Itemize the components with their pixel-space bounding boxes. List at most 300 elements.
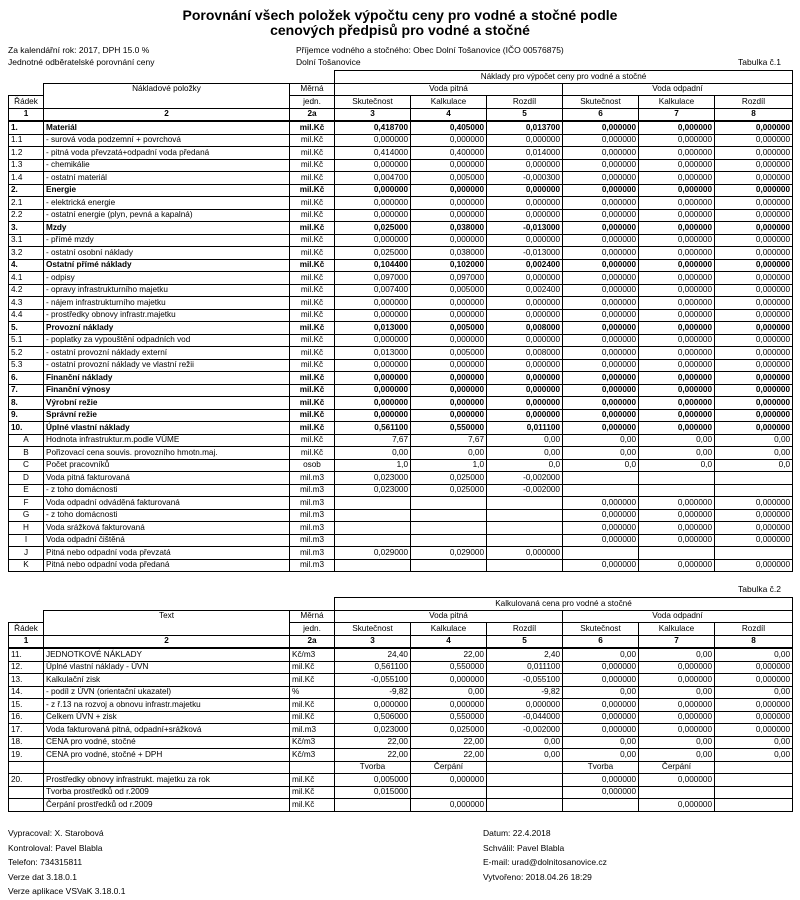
value-cell (563, 484, 639, 497)
column-number: 5 (487, 108, 563, 121)
footer-left (8, 826, 126, 899)
value-cell: 0,000000 (563, 384, 639, 397)
value-cell: 0,000000 (563, 522, 639, 535)
value-cell: 0,000000 (563, 559, 639, 572)
value-cell: 0,000000 (335, 409, 411, 422)
value-cell: 0,005000 (411, 347, 487, 360)
table-row (9, 409, 793, 422)
value-cell: 0,000000 (715, 147, 793, 160)
value-cell: 0,000000 (487, 184, 563, 197)
row-label: Pořizovací cena souvis. provozního hmotn.maj. (44, 447, 290, 460)
value-cell: 0,000000 (411, 309, 487, 322)
table-row (9, 272, 793, 285)
value-cell: 0,000000 (563, 334, 639, 347)
value-cell: 0,000000 (487, 134, 563, 147)
value-cell: 0,000000 (411, 159, 487, 172)
fund-creation-header: Tvorba (335, 761, 411, 774)
table-row (9, 711, 793, 724)
row-unit: mil.m3 (290, 472, 335, 485)
value-cell: 0,000000 (639, 509, 715, 522)
value-cell: 0,000000 (639, 197, 715, 210)
row-unit: mil.Kč (290, 272, 335, 285)
value-cell (715, 472, 793, 485)
value-cell: 0,000000 (639, 661, 715, 674)
value-cell: 0,000000 (411, 197, 487, 210)
row-code: 15. (9, 699, 44, 712)
fund-creation-header: Tvorba (563, 761, 639, 774)
value-cell: 0,000000 (487, 234, 563, 247)
value-cell: 0,000000 (411, 184, 487, 197)
value-cell: 0,000000 (487, 334, 563, 347)
group-pitna: Voda pitná (335, 610, 563, 623)
row-unit: mil.Kč (290, 159, 335, 172)
value-cell: 0,000000 (563, 222, 639, 235)
value-cell: 0,000000 (335, 234, 411, 247)
value-cell: 0,000000 (411, 799, 487, 812)
row-label: Voda odpadní čištěná (44, 534, 290, 547)
row-code: I (9, 534, 44, 547)
value-cell: 0,000000 (335, 372, 411, 385)
value-cell (715, 484, 793, 497)
table1-label: Tabulka č.1 (738, 57, 781, 67)
value-cell: 0,000000 (563, 724, 639, 737)
col-unit: Měrná (290, 610, 335, 623)
subheader-7: Kalkulace (639, 96, 715, 109)
empty-cell (563, 799, 639, 812)
row-unit: mil.Kč (290, 334, 335, 347)
row-label: Celkem ÚVN + zisk (44, 711, 290, 724)
row-label: Výrobní režie (44, 397, 290, 410)
value-cell: 0,005000 (411, 322, 487, 335)
row-label: Voda odpadní odváděná fakturovaná (44, 497, 290, 510)
row-unit: mil.m3 (290, 547, 335, 560)
value-cell: -0,002000 (487, 472, 563, 485)
value-cell: 0,000000 (411, 397, 487, 410)
footer-email: E-mail: urad@dolnitosanovice.cz (483, 857, 607, 867)
row-unit: mil.m3 (290, 559, 335, 572)
value-cell: 0,000000 (715, 422, 793, 435)
value-cell (487, 497, 563, 510)
row-unit: mil.m3 (290, 534, 335, 547)
row-unit: mil.m3 (290, 497, 335, 510)
empty-cell (487, 799, 563, 812)
row-code: 1.1 (9, 134, 44, 147)
row-code: 18. (9, 736, 44, 749)
row-label: - z toho domácnosti (44, 509, 290, 522)
value-cell: -0,044000 (487, 711, 563, 724)
group-odpadni: Voda odpadní (563, 83, 793, 96)
value-cell: 0,000000 (715, 234, 793, 247)
value-cell: 0,008000 (487, 347, 563, 360)
value-cell: 0,000000 (563, 786, 639, 799)
row-code: G (9, 509, 44, 522)
value-cell: 0,000000 (335, 397, 411, 410)
value-cell: 0,00 (563, 648, 639, 661)
value-cell: 0,561100 (335, 422, 411, 435)
row-code: 4.3 (9, 297, 44, 310)
empty-cell (715, 799, 793, 812)
value-cell: 0,013700 (487, 121, 563, 134)
value-cell: 0,000000 (563, 121, 639, 134)
row-label: Tvorba prostředků od r.2009 (44, 786, 290, 799)
column-number: 1 (9, 635, 44, 648)
value-cell: 0,000000 (639, 121, 715, 134)
value-cell: 0,000000 (563, 272, 639, 285)
row-unit: mil.Kč (290, 322, 335, 335)
value-cell: 0,000000 (487, 209, 563, 222)
value-cell: 0,013000 (335, 347, 411, 360)
year-info: Za kalendářní rok: 2017, DPH 15.0 % (8, 45, 150, 55)
table-row (9, 497, 793, 510)
row-label: Provozní náklady (44, 322, 290, 335)
value-cell: 0,000000 (715, 699, 793, 712)
value-cell: 7,67 (411, 434, 487, 447)
row-unit: mil.Kč (290, 184, 335, 197)
empty-cell (639, 786, 715, 799)
subheader-8: Rozdíl (715, 96, 793, 109)
value-cell: 0,000000 (563, 397, 639, 410)
value-cell: 0,000000 (639, 247, 715, 260)
row-code: 1. (9, 121, 44, 134)
row-code: D (9, 472, 44, 485)
value-cell: 0,000000 (715, 159, 793, 172)
value-cell (487, 509, 563, 522)
value-cell: 0,000000 (715, 121, 793, 134)
table-row (9, 247, 793, 260)
value-cell: -9,82 (487, 686, 563, 699)
value-cell: 0,000000 (411, 234, 487, 247)
row-label: Finanční výnosy (44, 384, 290, 397)
value-cell (639, 472, 715, 485)
table-row (9, 347, 793, 360)
row-unit: mil.Kč (290, 372, 335, 385)
footer-created: Vytvořeno: 2018.04.26 18:29 (483, 871, 592, 882)
row-code: J (9, 547, 44, 560)
value-cell: 0,00 (563, 447, 639, 460)
value-cell: 0,000000 (487, 699, 563, 712)
value-cell: 0,000000 (335, 197, 411, 210)
value-cell: 0,000000 (411, 409, 487, 422)
value-cell: 0,00 (639, 648, 715, 661)
table-row (9, 384, 793, 397)
row-code: 17. (9, 724, 44, 737)
value-cell: 0,000000 (563, 284, 639, 297)
value-cell: 0,000000 (639, 774, 715, 787)
value-cell: 0,000000 (411, 134, 487, 147)
row-code: 20. (9, 774, 44, 787)
row-label: CENA pro vodné, stočné (44, 736, 290, 749)
row-unit: mil.Kč (290, 359, 335, 372)
table-row (9, 699, 793, 712)
table-row (9, 484, 793, 497)
value-cell: 0,000000 (639, 372, 715, 385)
row-label: CENA pro vodné, stočné + DPH (44, 749, 290, 762)
value-cell: 0,000000 (563, 197, 639, 210)
value-cell: 0,002400 (487, 259, 563, 272)
row-code: 2.1 (9, 197, 44, 210)
subheader-4: Kalkulace (411, 96, 487, 109)
row-code: 5.2 (9, 347, 44, 360)
fund-use-header: Čerpání (639, 761, 715, 774)
value-cell: 0,400000 (411, 147, 487, 160)
row-code: 5.3 (9, 359, 44, 372)
value-cell: 0,000000 (715, 297, 793, 310)
row-unit: mil.Kč (290, 147, 335, 160)
cost-table (8, 70, 793, 572)
value-cell: 0,000000 (487, 297, 563, 310)
value-cell: 0,00 (487, 447, 563, 460)
row-code: 1.4 (9, 172, 44, 185)
row-label: Správní režie (44, 409, 290, 422)
value-cell: 0,00 (563, 686, 639, 699)
value-cell: 2,40 (487, 648, 563, 661)
col-row: Řádek (9, 623, 44, 636)
value-cell: 0,000000 (715, 711, 793, 724)
value-cell: 0,000000 (563, 409, 639, 422)
value-cell: 0,029000 (411, 547, 487, 560)
value-cell: 0,00 (715, 749, 793, 762)
value-cell: 0,000000 (715, 359, 793, 372)
municipality: Dolní Tošanovice (296, 57, 361, 67)
col-unit-2: jedn. (290, 96, 335, 109)
row-code: 13. (9, 674, 44, 687)
row-label: Mzdy (44, 222, 290, 235)
row-label: - ostatní provozní náklady ve vlastní režii (44, 359, 290, 372)
value-cell: 0,102000 (411, 259, 487, 272)
value-cell (411, 497, 487, 510)
column-number: 8 (715, 635, 793, 648)
value-cell: 0,000000 (487, 547, 563, 560)
value-cell: 0,000000 (639, 272, 715, 285)
value-cell: 0,000000 (487, 272, 563, 285)
row-unit: mil.m3 (290, 509, 335, 522)
value-cell: 0,000000 (411, 699, 487, 712)
table-row (9, 736, 793, 749)
value-cell: 0,00 (563, 749, 639, 762)
row-label: - nájem infrastrukturního majetku (44, 297, 290, 310)
value-cell: 0,000000 (563, 172, 639, 185)
table-row (9, 559, 793, 572)
table-row (9, 259, 793, 272)
value-cell: 0,0 (487, 459, 563, 472)
value-cell: 0,025000 (335, 222, 411, 235)
value-cell: 0,000000 (639, 322, 715, 335)
table-row (9, 786, 793, 799)
value-cell: 0,418700 (335, 121, 411, 134)
col-unit-2: jedn. (290, 623, 335, 636)
value-cell: 0,00 (715, 686, 793, 699)
row-unit: mil.Kč (290, 447, 335, 460)
value-cell (411, 559, 487, 572)
value-cell: 0,000000 (563, 372, 639, 385)
title-line-1: Porovnání všech položek výpočtu ceny pro vodné a stočné podle (182, 7, 618, 23)
value-cell (411, 522, 487, 535)
value-cell: 0,000000 (411, 774, 487, 787)
table-row (9, 121, 793, 134)
footer-date: Datum: 22.4.2018 (483, 828, 551, 838)
row-code (9, 799, 44, 812)
row-label: Úplné vlastní náklady (44, 422, 290, 435)
value-cell: 0,00 (411, 447, 487, 460)
value-cell: 0,550000 (411, 711, 487, 724)
value-cell: 0,000000 (411, 384, 487, 397)
empty-cell (44, 761, 290, 774)
value-cell (411, 509, 487, 522)
value-cell (487, 522, 563, 535)
fund-header-row (9, 761, 793, 774)
value-cell: 0,00 (487, 736, 563, 749)
row-unit: mil.Kč (290, 661, 335, 674)
value-cell: 0,00 (715, 648, 793, 661)
value-cell: 0,000000 (715, 247, 793, 260)
value-cell: 0,000000 (639, 297, 715, 310)
row-unit: mil.Kč (290, 699, 335, 712)
value-cell: 0,097000 (335, 272, 411, 285)
value-cell: 0,000000 (639, 134, 715, 147)
value-cell: -0,013000 (487, 222, 563, 235)
value-cell: 0,000000 (335, 159, 411, 172)
row-code: 4.4 (9, 309, 44, 322)
row-code: 2.2 (9, 209, 44, 222)
row-label: - chemikálie (44, 159, 290, 172)
value-cell: 0,000000 (639, 409, 715, 422)
value-cell: 0,00 (639, 434, 715, 447)
row-unit: osob (290, 459, 335, 472)
table-row (9, 534, 793, 547)
row-label: Počet pracovníků (44, 459, 290, 472)
row-unit: mil.Kč (290, 121, 335, 134)
value-cell: 0,00 (639, 749, 715, 762)
value-cell (639, 547, 715, 560)
row-code: 4. (9, 259, 44, 272)
value-cell (563, 472, 639, 485)
value-cell: 0,007400 (335, 284, 411, 297)
value-cell: 0,000000 (563, 322, 639, 335)
value-cell: 0,005000 (335, 774, 411, 787)
subheader-3: Skutečnost (335, 623, 411, 636)
row-label: - ostatní provozní náklady externí (44, 347, 290, 360)
row-code: B (9, 447, 44, 460)
table-row (9, 197, 793, 210)
row-label: Finanční náklady (44, 372, 290, 385)
value-cell: 0,000000 (639, 534, 715, 547)
row-code: 3.1 (9, 234, 44, 247)
value-cell: 0,00 (487, 434, 563, 447)
row-code: 10. (9, 422, 44, 435)
subheader-4: Kalkulace (411, 623, 487, 636)
value-cell: 0,000000 (715, 309, 793, 322)
column-number: 6 (563, 635, 639, 648)
table2-header: Kalkulovaná cena pro vodné a stočné (335, 598, 793, 611)
value-cell: 0,000000 (639, 359, 715, 372)
value-cell: 0,000000 (639, 284, 715, 297)
value-cell: 0,000000 (639, 711, 715, 724)
row-code: 19. (9, 749, 44, 762)
table-row (9, 459, 793, 472)
value-cell: 0,000000 (563, 534, 639, 547)
value-cell: 0,000000 (563, 159, 639, 172)
value-cell: 0,000000 (563, 422, 639, 435)
value-cell: 0,000000 (563, 184, 639, 197)
table-row (9, 209, 793, 222)
column-number: 7 (639, 635, 715, 648)
group-pitna: Voda pitná (335, 83, 563, 96)
row-unit: mil.Kč (290, 384, 335, 397)
row-label: Pitná nebo odpadní voda předaná (44, 559, 290, 572)
row-label: - podíl z ÚVN (orientační ukazatel) (44, 686, 290, 699)
table-row (9, 159, 793, 172)
table-row (9, 309, 793, 322)
footer-phone: Telefon: 734315811 (8, 857, 83, 867)
value-cell: 0,000000 (563, 247, 639, 260)
row-unit: mil.Kč (290, 209, 335, 222)
value-cell: -9,82 (335, 686, 411, 699)
value-cell: 0,00 (639, 686, 715, 699)
value-cell (335, 559, 411, 572)
price-table (8, 597, 793, 812)
row-label: Pitná nebo odpadní voda převzatá (44, 547, 290, 560)
value-cell: 0,104400 (335, 259, 411, 272)
row-unit: Kč/m3 (290, 749, 335, 762)
row-code: 14. (9, 686, 44, 699)
value-cell: 0,000000 (563, 711, 639, 724)
value-cell: 0,000000 (639, 172, 715, 185)
row-code: 16. (9, 711, 44, 724)
value-cell: 0,000000 (335, 134, 411, 147)
row-code: 9. (9, 409, 44, 422)
value-cell: 0,000000 (563, 509, 639, 522)
value-cell (487, 559, 563, 572)
value-cell: 0,038000 (411, 247, 487, 260)
value-cell: 0,000000 (715, 184, 793, 197)
value-cell (715, 547, 793, 560)
value-cell: 0,000000 (715, 384, 793, 397)
table-row (9, 547, 793, 560)
row-label: Voda pitná fakturovaná (44, 472, 290, 485)
row-unit: mil.Kč (290, 134, 335, 147)
value-cell: 0,000000 (715, 172, 793, 185)
table-row (9, 774, 793, 787)
table-row (9, 661, 793, 674)
value-cell: 24,40 (335, 648, 411, 661)
row-code: F (9, 497, 44, 510)
row-code: 3.2 (9, 247, 44, 260)
value-cell: 0,000000 (563, 661, 639, 674)
row-label: Čerpání prostředků od r.2009 (44, 799, 290, 812)
value-cell: 0,004700 (335, 172, 411, 185)
row-label: - opravy infrastrukturního majetku (44, 284, 290, 297)
table-row (9, 724, 793, 737)
value-cell: 0,000000 (715, 497, 793, 510)
row-unit: mil.Kč (290, 397, 335, 410)
value-cell: 0,000000 (563, 134, 639, 147)
value-cell: 0,000000 (715, 559, 793, 572)
footer-right (483, 826, 607, 884)
value-cell: 0,000000 (563, 309, 639, 322)
subheader-6: Skutečnost (563, 623, 639, 636)
value-cell: 0,550000 (411, 422, 487, 435)
footer-approved-by: Schválil: Pavel Blabla (483, 842, 565, 853)
value-cell: -0,013000 (487, 247, 563, 260)
column-number: 7 (639, 108, 715, 121)
value-cell: 0,000000 (715, 522, 793, 535)
value-cell: 0,00 (563, 434, 639, 447)
value-cell: 0,000000 (639, 397, 715, 410)
column-number: 2a (290, 635, 335, 648)
column-number: 6 (563, 108, 639, 121)
value-cell: 0,000000 (411, 372, 487, 385)
row-unit: Kč/m3 (290, 648, 335, 661)
